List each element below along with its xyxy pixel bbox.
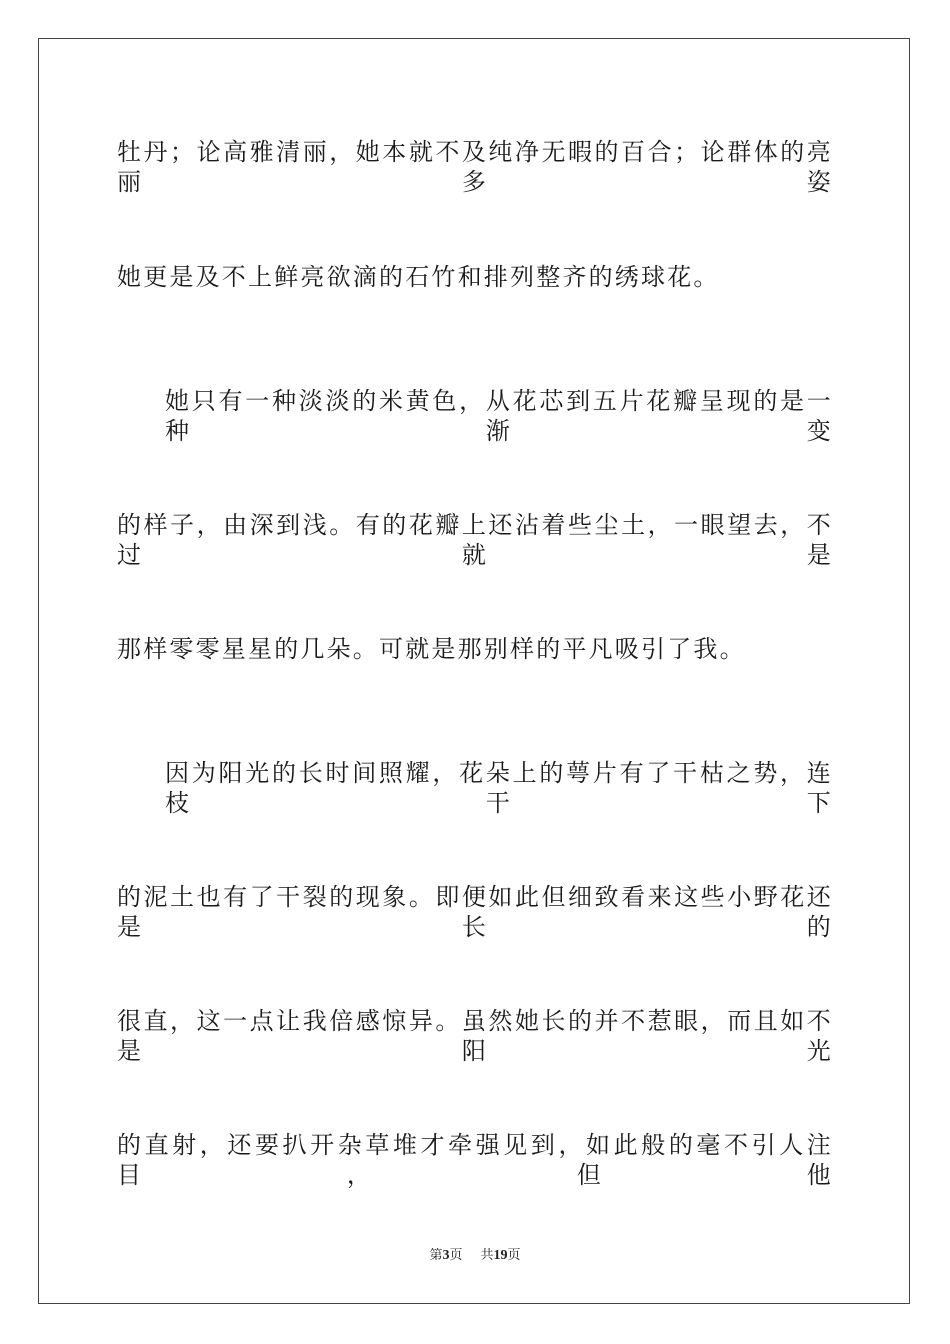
text-line-9: 的直射，还要扒开杂草堆才牵强见到，如此般的毫不引人注目，但他 — [117, 1131, 833, 1189]
text-line-3: 她只有一种淡淡的米黄色，从花芯到五片花瓣呈现的是一种渐变 — [165, 387, 833, 445]
text-line-2: 她更是及不上鲜亮欲滴的石竹和排列整齐的绣球花。 — [117, 263, 720, 291]
text-line-1: 牡丹；论高雅清丽，她本就不及纯净无暇的百合；论群体的亮丽多姿 — [117, 138, 833, 196]
text-line-4: 的样子，由深到浅。有的花瓣上还沾着些尘土，一眼望去，不过就是 — [117, 511, 833, 569]
text-line-7: 的泥土也有了干裂的现象。即便如此但细致看来这些小野花还是长的 — [117, 883, 833, 941]
page-number: 3 — [442, 1248, 450, 1263]
text-line-6: 因为阳光的长时间照耀，花朵上的萼片有了干枯之势，连枝干下 — [165, 759, 833, 817]
text-line-8: 很直，这一点让我倍感惊异。虽然她长的并不惹眼，而且如不是阳光 — [117, 1007, 833, 1065]
total-pages: 19 — [493, 1248, 508, 1263]
page-prefix: 第 — [429, 1248, 443, 1263]
page-suffix: 页 — [449, 1248, 463, 1263]
page-footer — [0, 1247, 950, 1265]
total-prefix: 共 — [480, 1248, 494, 1263]
page-border — [38, 38, 910, 1304]
text-line-5: 那样零零星星的几朵。可就是那别样的平凡吸引了我。 — [117, 635, 746, 663]
total-suffix: 页 — [507, 1248, 521, 1263]
